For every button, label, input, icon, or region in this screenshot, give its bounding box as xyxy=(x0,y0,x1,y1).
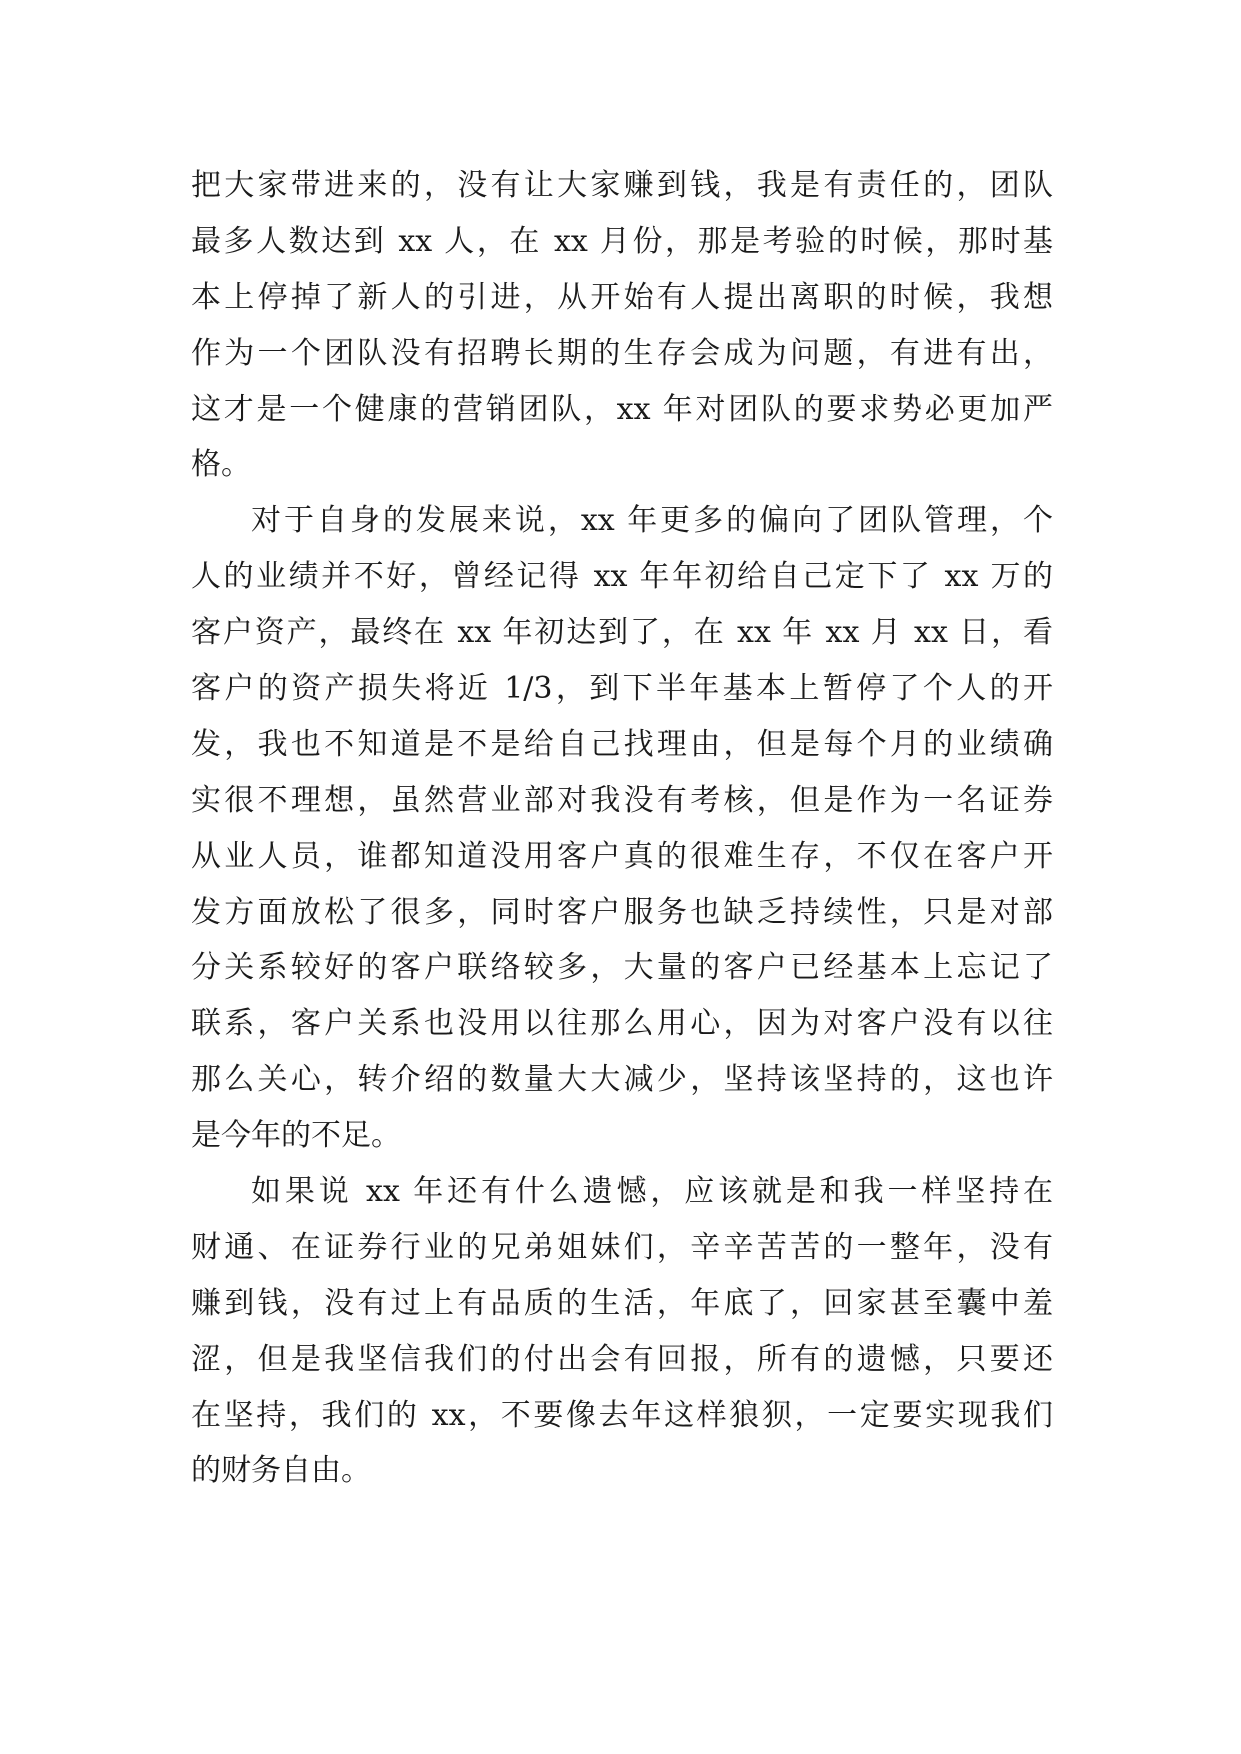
text-line: 人的业绩并不好，曾经记得 xx 年年初给自己定下了 xx 万的 xyxy=(191,559,1053,595)
text-line: 对于自身的发展来说，xx 年更多的偏向了团队管理，个 xyxy=(251,503,1053,539)
text-line: 作为一个团队没有招聘长期的生存会成为问题，有进有出， xyxy=(191,335,1053,371)
text-line: 涩，但是我坚信我们的付出会有回报，所有的遗憾，只要还 xyxy=(191,1341,1053,1377)
text-line: 发，我也不知道是不是给自己找理由，但是每个月的业绩确 xyxy=(191,726,1053,762)
paragraph-3 xyxy=(191,1164,1053,1499)
text-line: 赚到钱，没有过上有品质的生活，年底了，回家甚至囊中羞 xyxy=(191,1285,1053,1321)
text-line: 分关系较好的客户联络较多，大量的客户已经基本上忘记了 xyxy=(191,950,1053,986)
text-line: 实很不理想，虽然营业部对我没有考核，但是作为一名证券 xyxy=(191,782,1053,818)
text-line: 客户资产，最终在 xx 年初达到了，在 xx 年 xx 月 xx 日，看 xyxy=(191,615,1053,651)
text-line: 财通、在证券行业的兄弟姐妹们，辛辛苦苦的一整年，没有 xyxy=(191,1229,1053,1265)
text-line: 在坚持，我们的 xx，不要像去年这样狼狈，一定要实现我们 xyxy=(191,1397,1053,1433)
text-line: 发方面放松了很多，同时客户服务也缺乏持续性，只是对部 xyxy=(191,894,1053,930)
paragraph-1 xyxy=(191,158,1053,493)
text-line: 客户的资产损失将近 1/3，到下半年基本上暂停了个人的开 xyxy=(191,671,1053,707)
document-body xyxy=(191,158,1053,1499)
text-line: 从业人员，谁都知道没用客户真的很难生存，不仅在客户开 xyxy=(191,838,1053,874)
text-line: 如果说 xx 年还有什么遗憾，应该就是和我一样坚持在 xyxy=(251,1174,1053,1210)
text-line: 这才是一个健康的营销团队，xx 年对团队的要求势必更加严 xyxy=(191,391,1053,427)
text-line: 格。 xyxy=(191,447,251,483)
paragraph-2 xyxy=(191,493,1053,1164)
text-line: 那么关心，转介绍的数量大大减少，坚持该坚持的，这也许 xyxy=(191,1062,1053,1098)
text-line: 把大家带进来的，没有让大家赚到钱，我是有责任的，团队 xyxy=(191,168,1053,203)
text-line: 本上停掉了新人的引进，从开始有人提出离职的时候，我想 xyxy=(191,279,1053,315)
text-line: 最多人数达到 xx 人，在 xx 月份，那是考验的时候，那时基 xyxy=(191,223,1053,259)
text-line: 是今年的不足。 xyxy=(191,1118,401,1154)
text-line: 的财务自由。 xyxy=(191,1453,371,1489)
text-line: 联系，客户关系也没用以往那么用心，因为对客户没有以往 xyxy=(191,1006,1053,1042)
